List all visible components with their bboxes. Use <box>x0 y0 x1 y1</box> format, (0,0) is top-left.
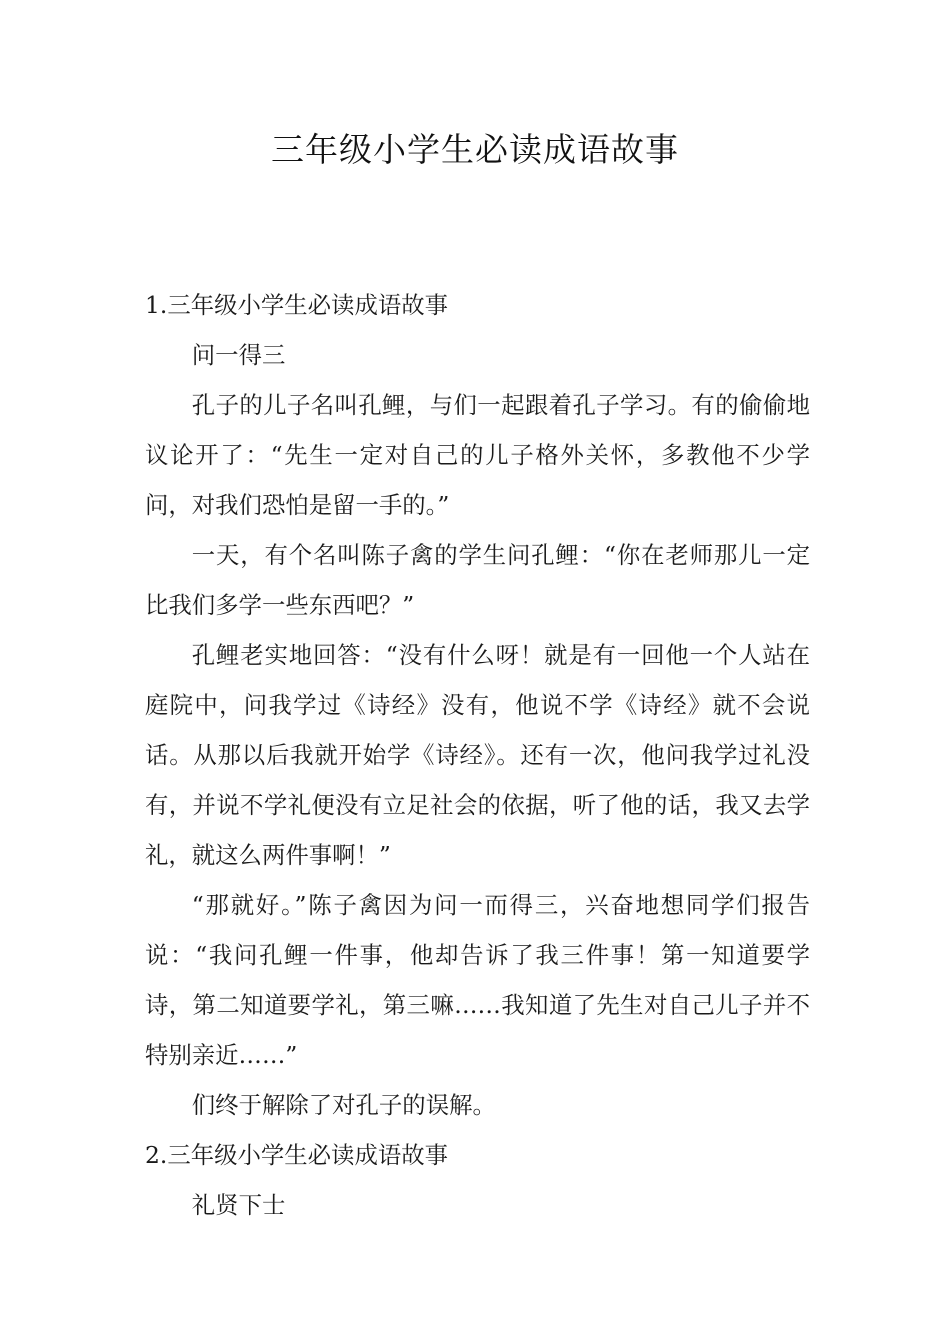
story-title: 礼贤下士 <box>191 1191 286 1219</box>
document-title: 三年级小学生必读成语故事 <box>271 130 679 169</box>
paragraph: “那就好。”陈子禽因为问一而得三，兴奋地想同学们报告说：“我问孔鲤一件事，他却告诉了我三件事！第一知道要学诗，第二知道要学礼，第三嘛……我知道了先生对自己儿子并不特别亲近……” <box>145 891 810 1069</box>
paragraph: 一天，有个名叫陈子禽的学生问孔鲤：“你在老师那儿一定比我们多学一些东西吧？” <box>145 541 810 619</box>
section-heading: 2.三年级小学生必读成语故事 <box>145 1141 449 1169</box>
document-body <box>145 280 810 1230</box>
paragraph: 们终于解除了对孔子的误解。 <box>191 1091 496 1119</box>
paragraph: 孔鲤老实地回答：“没有什么呀！就是有一回他一个人站在庭院中，问我学过《诗经》没有，他说不学《诗经》就不会说话。从那以后我就开始学《诗经》。还有一次，他问我学过礼没有，并说不学礼便没有立足社会的依据，听了他的话，我又去学礼，就这么两件事啊！” <box>145 641 810 869</box>
section-heading: 1.三年级小学生必读成语故事 <box>145 291 449 319</box>
story-title: 问一得三 <box>191 341 286 369</box>
paragraph: 孔子的儿子名叫孔鲤，与们一起跟着孔子学习。有的偷偷地议论开了：“先生一定对自己的儿子格外关怀，多教他不少学问，对我们恐怕是留一手的。” <box>145 391 810 519</box>
